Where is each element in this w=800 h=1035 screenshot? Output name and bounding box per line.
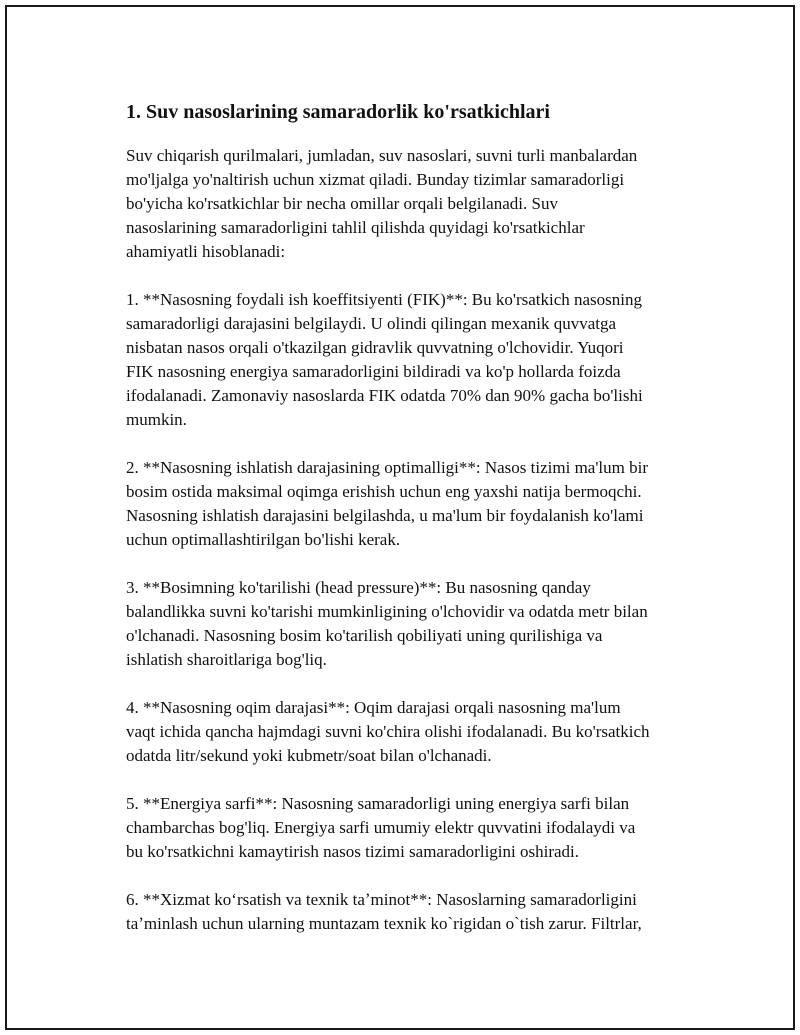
page-frame (5, 5, 795, 1030)
intro-paragraph: Suv chiqarish qurilmalari, jumladan, suv nasoslari, suvni turli manbalardan mo'ljalga yo'naltirish uchun xizmat qiladi. Bunday tizimlar samaradorligi bo'yicha ko'rsatkichlar bir necha omillar orqali belgilanadi. Suv nasoslarining samaradorligini tahlil qilishda quyidagi ko'rsatkichlar ahamiyatli hisoblanadi: (126, 146, 638, 261)
paragraph-fik: 1. **Nasosning foydali ish koeffitsiyenti (FIK)**: Bu ko'rsatkich nasosning samaradorligi darajasini belgilaydi. U olindi qilingan mexanik quvvatga nisbatan nasos orqali o'tkazilgan gidravlik quvvatning o'lchovidir. Yuqori FIK nasosning energiya samaradorligini bildiradi va ko'p hollarda foizda ifodalanadi. Zamonaviy nasoslarda FIK odatda 70% dan 90% gacha bo'lishi mumkin. (126, 290, 643, 429)
paragraph-maintenance: 6. **Xizmat koʻrsatish va texnik taʼminot**: Nasoslarning samaradorligini taʼminlash uchun ularning muntazam texnik ko`rigidan o`tish zarur. Filtrlar, (126, 890, 642, 933)
paragraph-optimal-operation: 2. **Nasosning ishlatish darajasining optimalligi**: Nasos tizimi ma'lum bir bosim ostida maksimal oqimga erishish uchun eng yaxshi natija bermoqchi. Nasosning ishlatish darajasini belgilashda, u ma'lum bir foydalanish ko'lami uchun optimallashtirilgan bo'lishi kerak. (126, 458, 648, 549)
document-body (126, 98, 701, 960)
paragraph-flow-rate: 4. **Nasosning oqim darajasi**: Oqim darajasi orqali nasosning ma'lum vaqt ichida qancha hajmdagi suvni ko'chira olishi ifodalanadi. Bu ko'rsatkich odatda litr/sekund yoki kubmetr/soat bilan o'lchanadi. (126, 698, 650, 765)
paragraph-energy-consumption: 5. **Energiya sarfi**: Nasosning samaradorligi uning energiya sarfi bilan chambarchas bog'liq. Energiya sarfi umumiy elektr quvvatini ifodalaydi va bu ko'rsatkichni kamaytirish nasos tizimi samaradorligini oshiradi. (126, 794, 636, 861)
paragraph-head-pressure: 3. **Bosimning ko'tarilishi (head pressure)**: Bu nasosning qanday balandlikka suvni ko'tarishi mumkinligining o'lchovidir va odatda metr bilan o'lchanadi. Nasosning bosim ko'tarilish qobiliyati uning qurilishiga va ishlatish sharoitlariga bog'liq. (126, 578, 648, 669)
document-title: 1. Suv nasoslarining samaradorlik ko'rsatkichlari (126, 101, 550, 123)
